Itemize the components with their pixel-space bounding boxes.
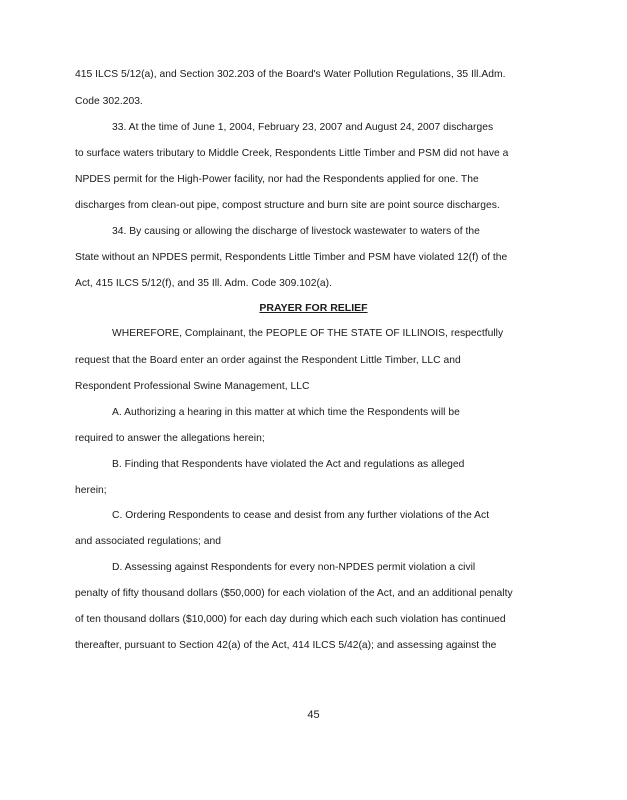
- text-line: NPDES permit for the High-Power facility, nor had the Respondents applied for one. The: [75, 174, 479, 185]
- text-line: discharges from clean-out pipe, compost structure and burn site are point source discharges.: [75, 200, 500, 211]
- text-line: Act, 415 ILCS 5/12(f), and 35 Ill. Adm. Code 309.102(a).: [75, 278, 332, 289]
- item-b-line: B. Finding that Respondents have violated the Act and regulations as alleged: [112, 459, 465, 470]
- text-line: required to answer the allegations herein;: [75, 433, 265, 444]
- page-number: 45: [307, 709, 320, 721]
- text-line: and associated regulations; and: [75, 536, 222, 547]
- text-line: penalty of fifty thousand dollars ($50,000) for each violation of the Act, and an additional penalty: [75, 588, 513, 599]
- text-line: State without an NPDES permit, Respondents Little Timber and PSM have violated 12(f) of the: [75, 252, 508, 263]
- item-a-line: A. Authorizing a hearing in this matter at which time the Respondents will be: [112, 407, 460, 418]
- section-heading: PRAYER FOR RELIEF: [259, 302, 368, 314]
- paragraph-34-line: 34. By causing or allowing the discharge of livestock wastewater to waters of the: [112, 226, 480, 237]
- item-d-line: D. Assessing against Respondents for every non-NPDES permit violation a civil: [112, 562, 476, 573]
- paragraph-33-line: 33. At the time of June 1, 2004, February 23, 2007 and August 24, 2007 discharges: [112, 122, 494, 133]
- text-line: herein;: [75, 485, 107, 496]
- text-line: Respondent Professional Swine Management, LLC: [75, 381, 310, 392]
- wherefore-line: WHEREFORE, Complainant, the PEOPLE OF THE STATE OF ILLINOIS, respectfully: [112, 328, 504, 339]
- text-line: of ten thousand dollars ($10,000) for each day during which each such violation has continued: [75, 614, 506, 625]
- text-line: Code 302.203.: [75, 96, 143, 107]
- text-line: thereafter, pursuant to Section 42(a) of the Act, 414 ILCS 5/42(a); and assessing against the: [75, 640, 497, 651]
- text-line: 415 ILCS 5/12(a), and Section 302.203 of the Board's Water Pollution Regulations, 35 Ill.Adm.: [75, 69, 506, 80]
- text-line: to surface waters tributary to Middle Creek, Respondents Little Timber and PSM did not have a: [75, 148, 509, 159]
- text-line: request that the Board enter an order against the Respondent Little Timber, LLC and: [75, 355, 461, 366]
- item-c-line: C. Ordering Respondents to cease and desist from any further violations of the Act: [112, 510, 490, 521]
